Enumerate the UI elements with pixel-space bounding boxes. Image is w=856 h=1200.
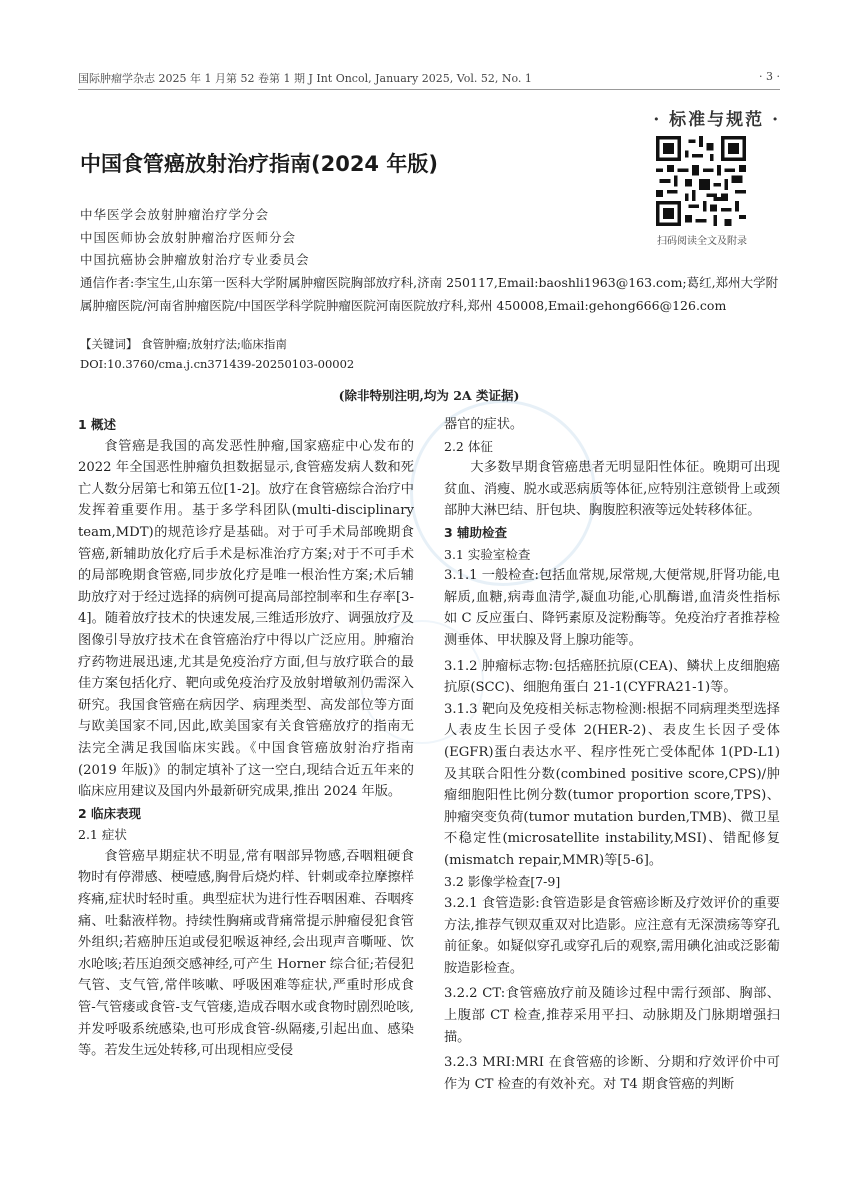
subsection-heading: 3.1 实验室检查 bbox=[444, 546, 531, 562]
section-heading: 1 概述 bbox=[78, 417, 117, 432]
keywords: 【关键词】 食管肿瘤;放射疗法;临床指南 bbox=[80, 337, 287, 351]
section-heading: 3 辅助检查 bbox=[444, 524, 508, 540]
author-org: 中华医学会放射肿瘤治疗学分会 bbox=[80, 207, 270, 222]
paragraph: 3.2.1 食管造影:食管造影是食管癌诊断及疗效评价的重要方法,推荐气钡双重双对比造影。应注意有无深溃疡等穿孔前征象。如疑似穿孔或穿孔后的观察,需用碘化油或泛影葡胺造影检查。 bbox=[444, 896, 780, 976]
paragraph: 食管癌是我国的高发恶性肿瘤,国家癌症中心发布的 2022 年全国恶性肿瘤负担数据显示,食管癌发病人数和死亡人数分居第七和第五位[1-2]。放疗在食管癌综合治疗中发挥着重要作用。基于多学科团队(multi-disciplinary team,MDT)的规范诊疗是基础。对于可手术局部晚期食管癌,新辅助放化疗后手术是标准治疗方案;对于不可手术的局部晚期食管癌,同步放化疗是唯一根治性方案;术后辅助放疗对于经过选择的病例可提高局部控制率和生存率[3-4]。随着放疗技术的快速发展,三维适形放疗、调强放疗及图像引导放疗技术在食管癌治疗中得以广泛应用。肿瘤治疗药物进展迅速,尤其是免疫治疗方面,但与放疗联合的最佳方案包括化疗、靶向或免疫治疗及放射增敏剂仍需深入研究。我国食管癌在病因学、病理类型、高发部位等方面与欧美国家不同,因此,欧美国家有关食管癌放疗的指南无法完全满足我国临床实践。《中国食管癌放射治疗指南(2019 年版)》的制定填补了这一空白,现结合近五年来的临床应用建议及国内外最新研究成果,推出 2024 年版。 bbox=[78, 438, 414, 800]
author-org: 中国医师协会放射肿瘤治疗医师分会 bbox=[80, 229, 297, 245]
qr-caption: 扫码阅读全文及附录 bbox=[657, 236, 747, 247]
subsection-heading: 2.1 症状 bbox=[78, 827, 127, 843]
paragraph: 3.2.2 CT:食管癌放疗前及随诊过程中需行颈部、胸部、上腹部 CT 检查,推荐采用平扫、动脉期及门脉期增强扫描。 bbox=[444, 986, 780, 1045]
paragraph: 食管癌早期症状不明显,常有咽部异物感,吞咽粗硬食物时有停滞感、梗噎感,胸骨后烧灼样、针刺或牵拉摩擦样疼痛,症状时轻时重。典型症状为进行性吞咽困难、吞咽疼痛、吐黏液样物。持续性胸痛或背痛常提示肿瘤侵犯食管外组织;若癌肿压迫或侵犯喉返神经,会出现声音嘶哑、饮水呛咳;若压迫颈交感神经,可产生 Horner 综合征;若侵犯气管、支气管,常伴咳嗽、呼吸困难等症状,严重时形成食管-气管瘘或食管-支气管瘘,造成吞咽水或食物时剧烈呛咳,并发呼吸系统感染,也可形成食管-纵隔瘘,引起出血、感染等。若发生远处转移,可出现相应受侵 bbox=[78, 848, 414, 1059]
author-list bbox=[80, 204, 310, 272]
left-column bbox=[78, 414, 414, 1062]
qr-code-icon[interactable] bbox=[656, 136, 746, 226]
article-title: 中国食管癌放射治疗指南(2024 年版) bbox=[80, 152, 438, 176]
paragraph: 器官的症状。 bbox=[444, 417, 524, 432]
corresponding-authors: 通信作者:李宝生,山东第一医科大学附属肿瘤医院胸部放疗科,济南 250117,Email:baoshli1963@163.com;葛红,郑州大学附属肿瘤医院/河南省肿瘤医院/中国医学科学院肿瘤医院河南医院放疗科,郑州 450008,Email:gehong666@126.com bbox=[80, 275, 779, 313]
paragraph: 大多数早期食管癌患者无明显阳性体征。晚期可出现贫血、消瘦、脱水或恶病质等体征,应特别注意锁骨上或颈部肿大淋巴结、肝包块、胸腹腔积液等远处转移体征。 bbox=[444, 460, 780, 519]
paragraph: 3.2.3 MRI:MRI 在食管癌的诊断、分期和疗效评价中可作为 CT 检查的有效补充。对 T4 期食管癌的判断 bbox=[444, 1055, 780, 1092]
paragraph: 3.1.3 靶向及免疫相关标志物检测:根据不同病理类型选择人表皮生长因子受体 2(HER-2)、表皮生长因子受体(EGFR)蛋白表达水平、程序性死亡受体配体 1(PD-L1)及其联合阳性分数(combined positive score,CPS)/肿瘤细胞阳性比例分数(tumor proportion score,TPS)、肿瘤突变负荷(tumor mutation burden,TMB)、微卫星不稳定性(microsatellite instability,MSI)、错配修复(mismatch repair,MMR)等[5-6]。 bbox=[444, 701, 780, 868]
header-divider bbox=[78, 89, 780, 90]
section-label: · 标准与规范 · bbox=[653, 110, 780, 130]
section-heading: 2 临床表现 bbox=[78, 805, 142, 821]
right-column bbox=[444, 414, 780, 1095]
author-org: 中国抗癌协会肿瘤放射治疗专业委员会 bbox=[80, 252, 310, 267]
paragraph: 3.1.2 肿瘤标志物:包括癌胚抗原(CEA)、鳞状上皮细胞癌抗原(SCC)、细胞角蛋白 21-1(CYFRA21-1)等。 bbox=[444, 658, 780, 696]
subsection-heading: 2.2 体征 bbox=[444, 438, 493, 454]
paragraph: 3.1.1 一般检查:包括血常规,尿常规,大便常规,肝肾功能,电解质,血糖,病毒血清学,凝血功能,心肌酶谱,血清炎性指标如 C 反应蛋白、降钙素原及淀粉酶等。免疫治疗者推荐检测垂体、甲状腺及肾上腺功能等。 bbox=[444, 568, 780, 648]
evidence-note: (除非特别注明,均为 2A 类证据) bbox=[338, 388, 520, 403]
doi[interactable]: DOI:10.3760/cma.j.cn371439-20250103-00002 bbox=[80, 357, 355, 371]
page-number: · 3 · bbox=[759, 70, 780, 83]
journal-header: 国际肿瘤学杂志 2025 年 1 月第 52 卷第 1 期 J Int Oncol, January 2025, Vol. 52, No. 1 bbox=[78, 72, 532, 85]
subsection-heading: 3.2 影像学检查[7-9] bbox=[444, 874, 561, 890]
